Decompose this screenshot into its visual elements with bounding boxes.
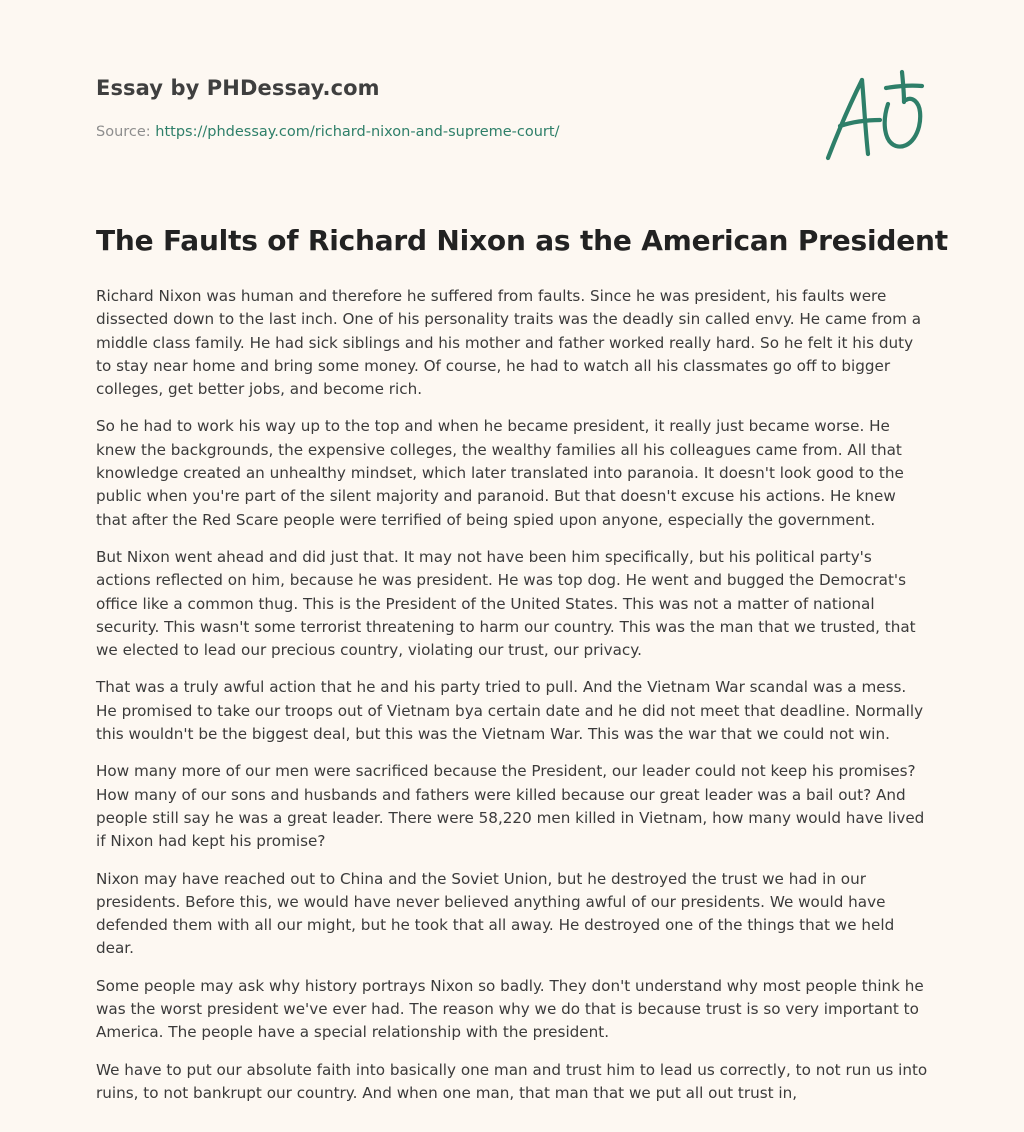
a-plus-logo-icon [824, 66, 928, 166]
essay-paragraph: Richard Nixon was human and therefore he suffered from faults. Since he was president, his faults were dissected down to the last inch. One of his personality traits was the deadly sin called envy. He came from a middle class family. He had sick siblings and his mother and father worked really hard. So he felt it his duty to stay near home and bring some money. Of course, he had to watch all his classmates go off to bigger colleges, get better jobs, and become rich. [96, 287, 922, 399]
source-label: Source: [96, 124, 156, 140]
essay-paragraph: Some people may ask why history portrays Nixon so badly. They don't understand why most people think he was the worst president we've ever had. The reason why we do that is because trust is so very important to America. The people have a special relationship with the president. [96, 976, 924, 1042]
essay-paragraph: How many more of our men were sacrificed because the President, our leader could not keep his promises? How many of our sons and husbands and fathers were killed because our great leader was a bail out? And people still say he was a great leader. There were 58,220 men killed in Vietnam, how many would have lived if Nixon had kept his promise? [96, 762, 925, 851]
essay-paragraph: That was a truly awful action that he and his party tried to pull. And the Vietnam War scandal was a mess. He promised to take our troops out of Vietnam bya certain date and he did not meet that deadline. Normally this wouldn't be the biggest deal, but this was the Vietnam War. This was the war that we could not win. [96, 678, 924, 744]
a-plus-logo-svg [824, 66, 928, 166]
site-brand: Essay by PHDessay.com [96, 76, 380, 100]
essay-paragraph: So he had to work his way up to the top and when he became president, it really just became worse. He knew the backgrounds, the expensive colleges, the wealthy families all his colleagues came from. All that knowledge created an unhealthy mindset, which later translated into paranoia. It doesn't look good to the public when you're part of the silent majority and paranoid. But that doesn't excuse his actions. He knew that after the Red Scare people were terrified of being spied upon anyone, especially the government. [96, 417, 904, 529]
source-line [96, 124, 559, 140]
source-link[interactable]: https://phdessay.com/richard-nixon-and-supreme-court/ [155, 124, 560, 140]
essay-paragraph: Nixon may have reached out to China and the Soviet Union, but he destroyed the trust we had in our presidents. Before this, we would have never believed anything awful of our presidents. We would have defended them with all our might, but he took that all away. He destroyed one of the things that we held dear. [96, 869, 895, 958]
essay-body [96, 285, 928, 1119]
essay-paragraph: We have to put our absolute faith into basically one man and trust him to lead us correctly, to not run us into ruins, to not bankrupt our country. And when one man, that man that we put all out trust in, [96, 1060, 928, 1102]
essay-title: The Faults of Richard Nixon as the American President [96, 224, 948, 257]
essay-paragraph: But Nixon went ahead and did just that. It may not have been him specifically, but his political party's actions reflected on him, because he was president. He was top dog. He went and bugged the Democrat's office like a common thug. This is the President of the United States. This was not a matter of national security. This wasn't some terrorist threatening to harm our country. This was the man that we trusted, that we elected to lead our precious country, violating our trust, our privacy. [96, 547, 916, 660]
